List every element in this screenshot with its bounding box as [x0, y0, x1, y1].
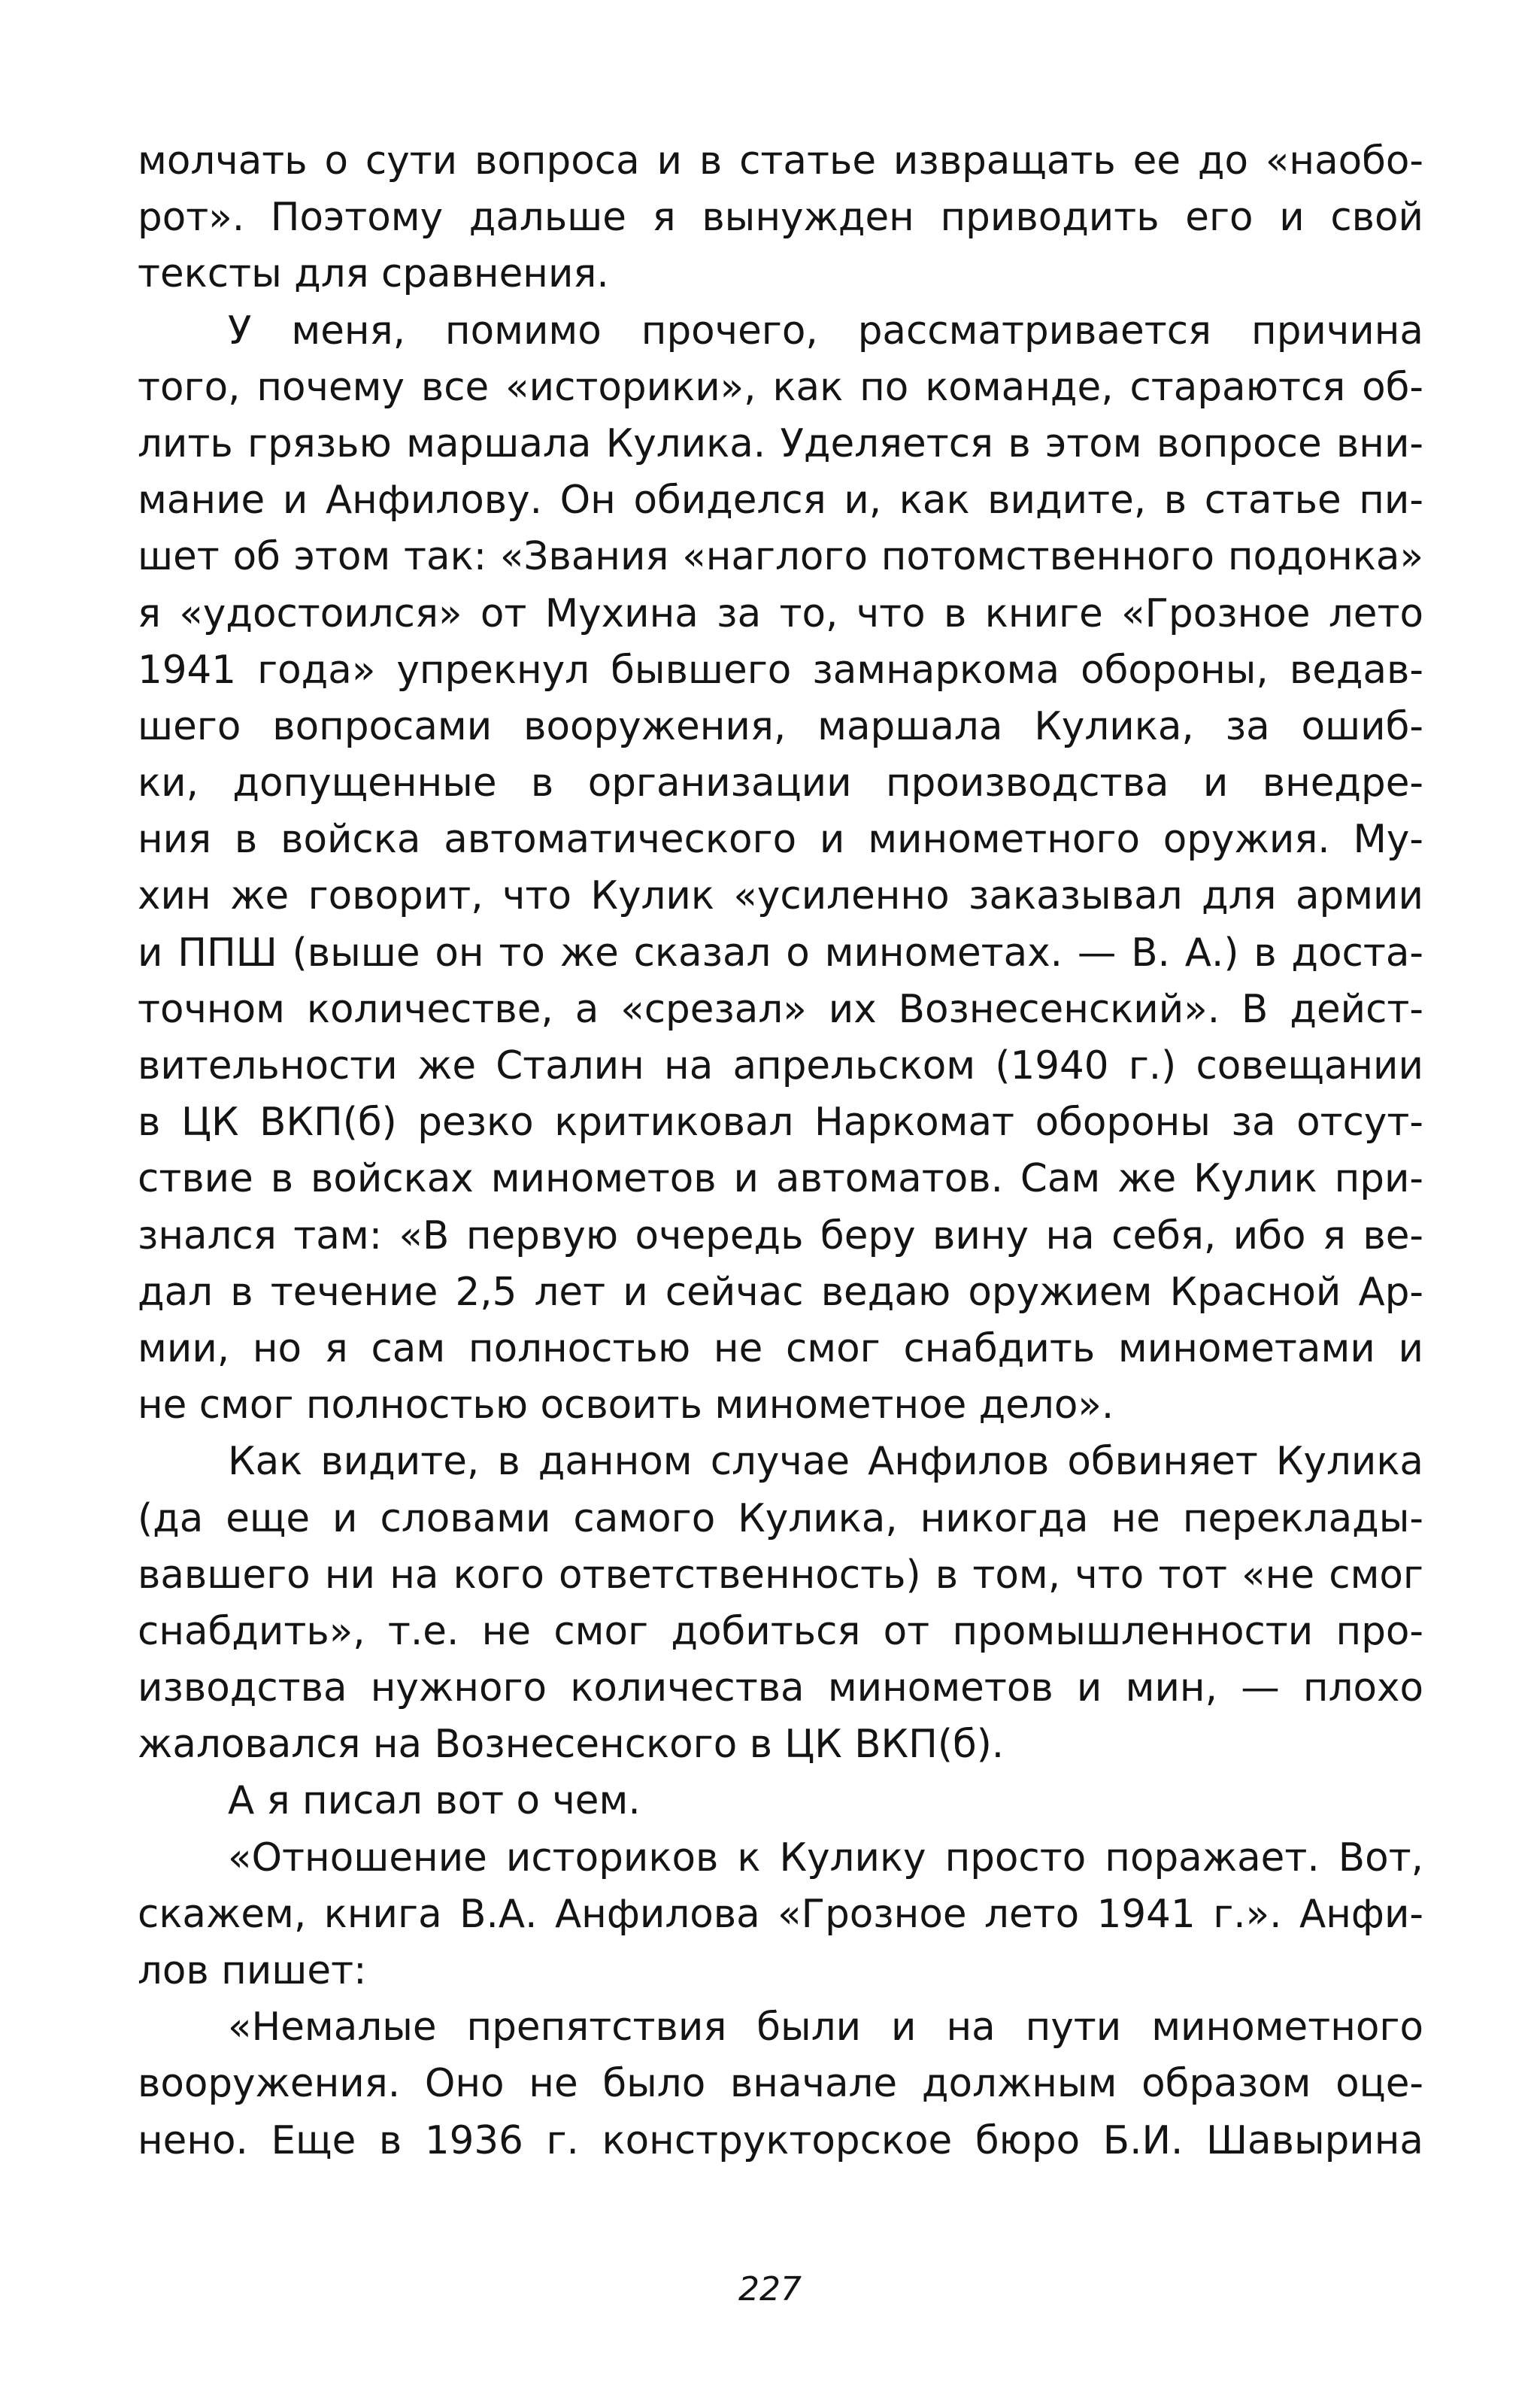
- text-line: ния в войска автоматического и минометного оружия. Му-: [138, 817, 1423, 863]
- text-line: скажем, книга В.А. Анфилова «Грозное лето 1941 г.». Анфи-: [138, 1891, 1423, 1937]
- text-line: тексты для сравнения.: [138, 251, 609, 297]
- text-line: рот». Поэтому дальше я вынужден приводить его и свой: [138, 195, 1423, 241]
- text-line: ствие в войсках минометов и автоматов. Сам же Кулик при-: [138, 1156, 1423, 1202]
- text-line: и ППШ (выше он то же сказал о минометах. — В. А.) в доста-: [138, 930, 1423, 976]
- text-line: вооружения. Оно не было вначале должным образом оце-: [138, 2061, 1423, 2107]
- text-line: вительности же Сталин на апрельском (1940 г.) совещании: [138, 1043, 1423, 1088]
- text-line: хин же говорит, что Кулик «усиленно заказывал для армии: [138, 873, 1423, 919]
- text-line: шего вопросами вооружения, маршала Кулика, за ошиб-: [138, 703, 1423, 749]
- page-number: 227: [738, 2270, 802, 2308]
- text-line: не смог полностью освоить минометное дело».: [138, 1383, 1114, 1428]
- text-line: точном количестве, а «срезал» их Вознесенский». В дейст-: [138, 986, 1423, 1032]
- text-line: лить грязью маршала Кулика. Уделяется в этом вопросе вни-: [138, 420, 1423, 466]
- text-line: вавшего ни на кого ответственность) в том, что тот «не смог: [138, 1552, 1423, 1598]
- text-line: мии, но я сам полностью не смог снабдить минометами и: [138, 1325, 1423, 1371]
- text-line: в ЦК ВКП(б) резко критиковал Наркомат обороны за отсут-: [138, 1100, 1423, 1146]
- text-line: «Немалые препятствия были и на пути минометного: [228, 2005, 1423, 2050]
- text-line: лов пишет:: [138, 1948, 367, 1993]
- text-line: У меня, помимо прочего, рассматривается причина: [228, 308, 1423, 354]
- text-line: я «удостоился» от Мухина за то, что в книге «Грозное лето: [138, 590, 1423, 636]
- text-line: А я писал вот о чем.: [228, 1778, 641, 1824]
- text-line: шет об этом так: «Звания «наглого потомственного подонка»: [138, 534, 1423, 580]
- text-line: знался там: «В первую очередь беру вину на себя, ибо я ве-: [138, 1213, 1423, 1258]
- text-line: нено. Еще в 1936 г. конструкторское бюро Б.И. Шавырина: [138, 2117, 1423, 2163]
- text-line: того, почему все «историки», как по команде, стараются об-: [138, 364, 1423, 410]
- text-line: молчать о сути вопроса и в статье извращать ее до «наобо-: [138, 138, 1423, 184]
- text-line: 1941 года» упрекнул бывшего замнаркома обороны, ведав-: [138, 647, 1423, 693]
- text-line: ки, допущенные в организации производства и внедре-: [138, 760, 1423, 806]
- text-line: жаловался на Вознесенского в ЦК ВКП(б).: [138, 1722, 1005, 1768]
- text-line: снабдить», т.е. не смог добиться от промышленности про-: [138, 1608, 1423, 1654]
- text-line: Как видите, в данном случае Анфилов обвиняет Кулика: [228, 1439, 1423, 1485]
- body-text: [138, 133, 1423, 2169]
- text-line: изводства нужного количества минометов и мин, — плохо: [138, 1665, 1423, 1711]
- text-line: мание и Анфилову. Он обиделся и, как видите, в статье пи-: [138, 478, 1423, 524]
- text-line: дал в течение 2,5 лет и сейчас ведаю оружием Красной Ар-: [138, 1269, 1423, 1315]
- text-line: (да еще и словами самого Кулика, никогда не переклады-: [138, 1495, 1423, 1541]
- text-line: «Отношение историков к Кулику просто поражает. Вот,: [228, 1835, 1423, 1880]
